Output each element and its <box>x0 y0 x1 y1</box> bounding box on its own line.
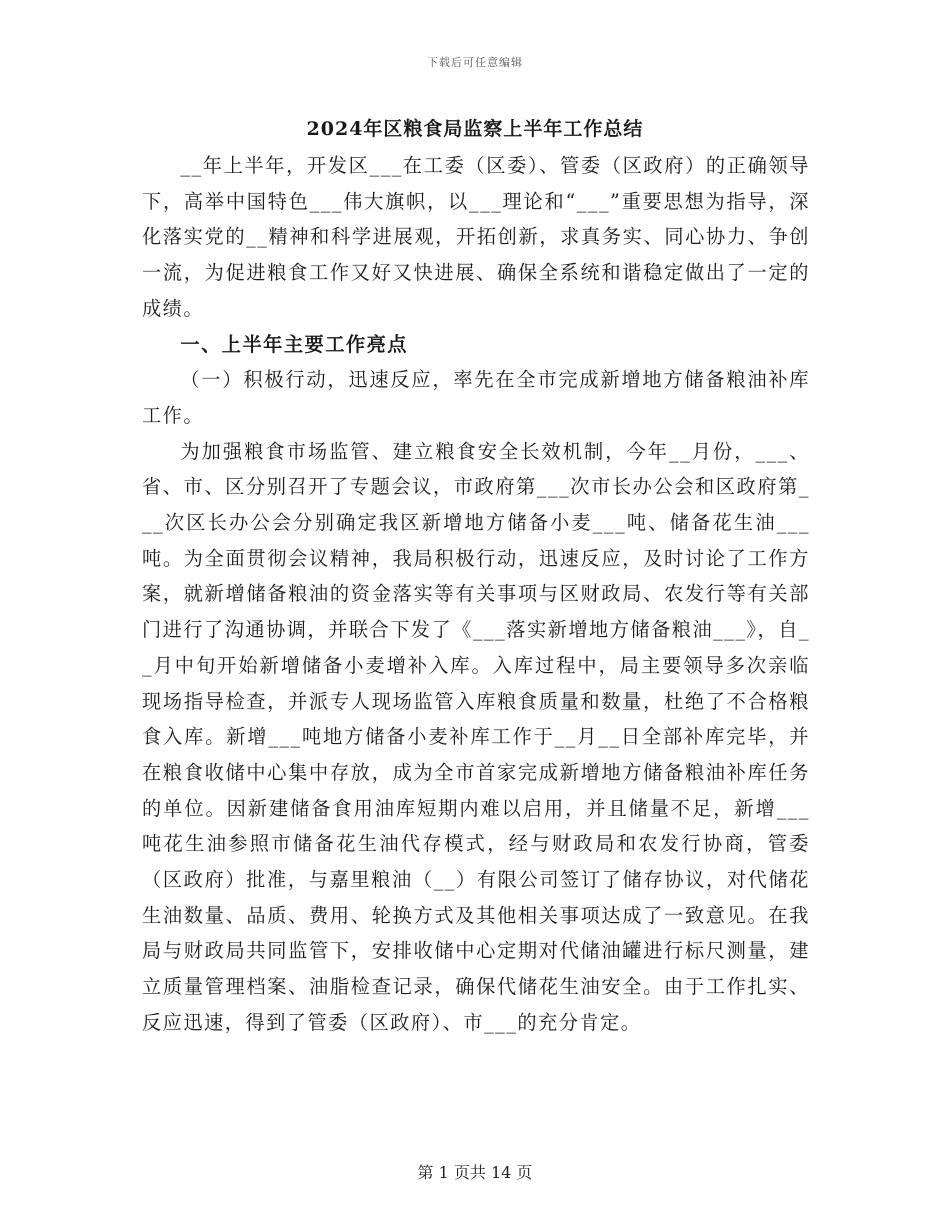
intro-paragraph: __年上半年，开发区___在工委（区委）、管委（区政府）的正确领导下，高举中国特色___伟大旗帜，以___理论和“___”重要思想为指导，深化落实党的__精神和科学进展观，开拓创新，求真务实、同心协力、争创一流，为促进粮食工作又好又快进展、确保全系统和谐稳定做出了一定的成绩。 <box>142 154 810 320</box>
document-title: 2024年区粮食局监察上半年工作总结 <box>306 118 644 140</box>
page-number: 第 1 页共 14 页 <box>417 1163 533 1182</box>
document-body <box>142 148 810 1041</box>
subsection-heading: （一）积极行动，迅速反应，率先在全市完成新增地方储备粮油补库工作。 <box>142 368 810 427</box>
page-header-note: 下载后可任意编辑 <box>427 56 523 69</box>
body-paragraph: 为加强粮食市场监管、建立粮食安全长效机制，今年__月份，___、省、市、区分别召开了专题会议，市政府第___次市长办公会和区政府第___次区长办公会分别确定我区新增地方储备小麦___吨、储备花生油___吨。为全面贯彻会议精神，我局积极行动，迅速反应，及时讨论了工作方案，就新增储备粮油的资金落实等有关事项与区财政局、农发行等有关部门进行了沟通协调，并联合下发了《___落实新增地方储备粮油___》，自__月中旬开始新增储备小麦增补入库。入库过程中，局主要领导多次亲临现场指导检查，并派专人现场监管入库粮食质量和数量，杜绝了不合格粮食入库。新增___吨地方储备小麦补库工作于__月__日全部补库完毕，并在粮食收储中心集中存放，成为全市首家完成新增地方储备粮油补库任务的单位。因新建储备食用油库短期内难以启用，并且储量不足，新增___吨花生油参照市储备花生油代存模式，经与财政局和农发行协商，管委（区政府）批准，与嘉里粮油（__）有限公司签订了储存协议，对代储花生油数量、品质、费用、轮换方式及其他相关事项达成了一致意见。在我局与财政局共同监管下，安排收储中心定期对代储油罐进行标尺测量，建立质量管理档案、油脂检查记录，确保代储花生油安全。由于工作扎实、反应迅速，得到了管委（区政府）、市___的充分肯定。 <box>142 439 810 1034</box>
section-heading: 一、上半年主要工作亮点 <box>180 332 408 356</box>
